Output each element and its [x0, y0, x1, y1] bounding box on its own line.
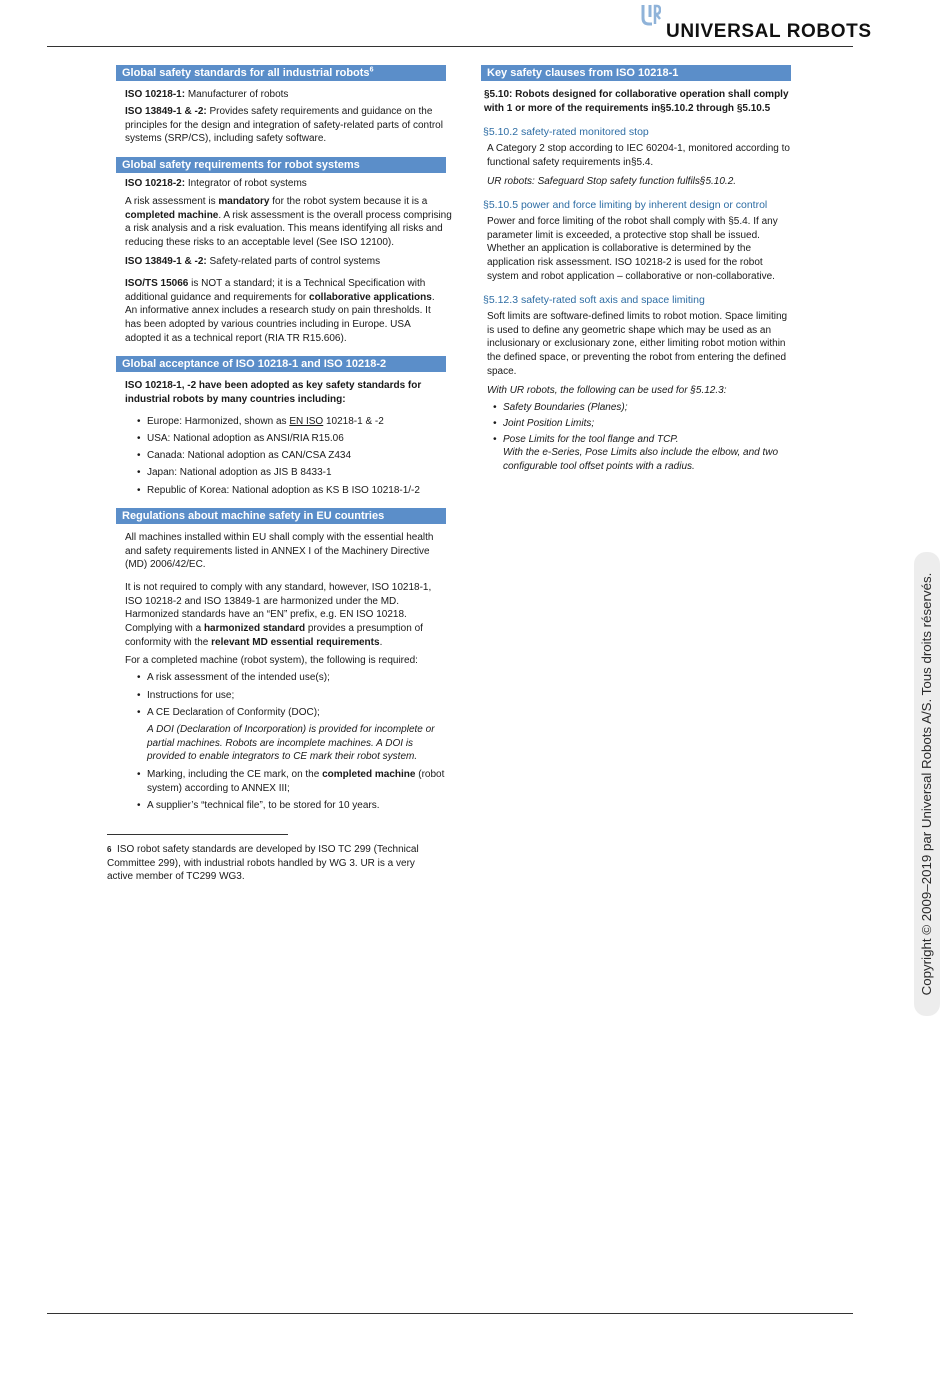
list-item: • Canada: National adoption as CAN/CSA Z434 [137, 450, 352, 461]
list-item-continuation: With the e-Series, Pose Limits also include the elbow, and two configurable tool offset points with a radius. [503, 447, 779, 472]
paragraph: It is not required to comply with any standard, however, ISO 10218-1, ISO 10218-2 and ISO 13849-1 are harmonized under the MD. Harmonized standards have an “EN” prefix, e.g. EN ISO 10218. Complying with a harmonized standard provides a presumption of conformity with the relevant MD essential requirements. [125, 582, 432, 648]
section-header-eu-regulations: Regulations about machine safety in EU countries [116, 508, 446, 524]
list-item: • A CE Declaration of Conformity (DOC); [137, 707, 320, 718]
paragraph: All machines installed within EU shall comply with the essential health and safety requirements listed in ANNEX I of the Machinery Directive (MD) 2006/42/EC. [125, 532, 434, 571]
list-item: • A risk assessment of the intended use(s); [137, 672, 330, 683]
section-header-global-standards: Global safety standards for all industrial robots$^6$ [116, 65, 446, 81]
paragraph: ISO/TS 15066 is NOT a standard; it is a Technical Specification with additional guidance and requirements for collaborative applications. An informative annex includes a research study on pain thresholds. It has been adopted by various countries including in Europe. USA adopted it as a technical report (RIA TR R15.606). [125, 278, 435, 344]
note: UR robots: Safeguard Stop safety function fulfils§5.10.2. [487, 176, 737, 187]
paragraph: A risk assessment is mandatory for the robot system because it is a completed machine. A risk assessment is the overall process comprising a risk analysis and a risk evaluation. This means identifying all risks and reducing these risks to an acceptable level (See ISO 12100). [125, 196, 452, 249]
paragraph: ISO 13849-1 & -2: Provides safety requirements and guidance on the principles for the design and integration of safety-related parts of control systems (SRP/CS), including safety software. [125, 106, 443, 145]
list-item: • Republic of Korea: National adoption as KS B ISO 10218-1/-2 [137, 485, 420, 496]
header-rule [47, 46, 853, 47]
paragraph: Soft limits are software-defined limits to robot motion. Space limiting is used to define any geometric shape which may be used as an inclusionary or exclusionary zone, either limiting robot motion within the defined space, or preventing the robot from entering the defined space. [487, 311, 788, 377]
paragraph: ISO 10218-1, -2 have been adopted as key safety standards for industrial robots by many countries including: [125, 380, 422, 405]
list-item: • Joint Position Limits; [493, 418, 595, 429]
section-header-global-acceptance: Global acceptance of ISO 10218-1 and ISO 10218-2 [116, 356, 446, 372]
clause-paragraph: §5.10: Robots designed for collaborative operation shall comply with 1 or more of the requirements in§5.10.2 through §5.10.5 [484, 89, 789, 114]
footnote: $^6$ ISO robot safety standards are developed by ISO TC 299 (Technical Committee 299), with industrial robots handled by WG 3. UR is a very active member of TC299 WG3. [107, 844, 419, 883]
list-item: • Marking, including the CE mark, on the completed machine (robot system) according to ANNEX III; [137, 769, 445, 794]
paragraph: Power and force limiting of the robot shall comply with §5.4. If any parameter limit is exceeded, a protective stop shall be issued. Whether an application is collaborative is determined by the application risk assessment. ISO 10218-2 is used for the robot system and robot application – collaborative or non-collaborative. [487, 216, 778, 282]
list-item: • Pose Limits for the tool flange and TCP. [493, 434, 679, 445]
footnote-ref: 6 [369, 66, 374, 74]
footnote-number: 6 [107, 845, 112, 854]
note: A DOI (Declaration of Incorporation) is provided for incomplete or partial machines. Robots are incomplete machines. A DOI is provided to enable integrators to CE mark their robot system. [147, 724, 435, 763]
section-header-key-clauses: Key safety clauses from ISO 10218-1 [481, 65, 791, 81]
footnote-rule [107, 834, 288, 835]
subheading: §5.10.5 power and force limiting by inherent design or control [483, 199, 768, 211]
subheading: §5.10.2 safety-rated monitored stop [483, 126, 649, 138]
list-item: • Europe: Harmonized, shown as EN ISO 10218-1 & -2 [137, 416, 384, 427]
list-item: • Japan: National adoption as JIS B 8433-1 [137, 467, 332, 478]
list-item: • A supplier’s “technical file”, to be stored for 10 years. [137, 800, 380, 811]
footer-rule [47, 1313, 853, 1314]
ur-logo-icon [641, 4, 661, 26]
paragraph: ISO 10218-1: Manufacturer of robots [125, 89, 289, 100]
paragraph: A Category 2 stop according to IEC 60204-1, monitored according to functional safety requirements in§5.4. [487, 143, 790, 168]
paragraph: ISO 10218-2: Integrator of robot systems [125, 178, 307, 189]
paragraph: ISO 13849-1 & -2: Safety-related parts of control systems [125, 256, 381, 267]
list-item: • USA: National adoption as ANSI/RIA R15.06 [137, 433, 344, 444]
section-header-robot-systems: Global safety requirements for robot systems [116, 157, 446, 173]
list-item: • Instructions for use; [137, 690, 235, 701]
subheading: §5.12.3 safety-rated soft axis and space limiting [483, 294, 705, 306]
copyright-text: Copyright © 2009–2019 par Universal Robots A/S. Tous droits réservés. [919, 572, 934, 996]
list-item: • Safety Boundaries (Planes); [493, 402, 628, 413]
note: With UR robots, the following can be used for §5.12.3: [487, 385, 727, 396]
brand-name: UNIVERSAL ROBOTS [666, 21, 872, 42]
paragraph: For a completed machine (robot system), the following is required: [125, 655, 418, 666]
